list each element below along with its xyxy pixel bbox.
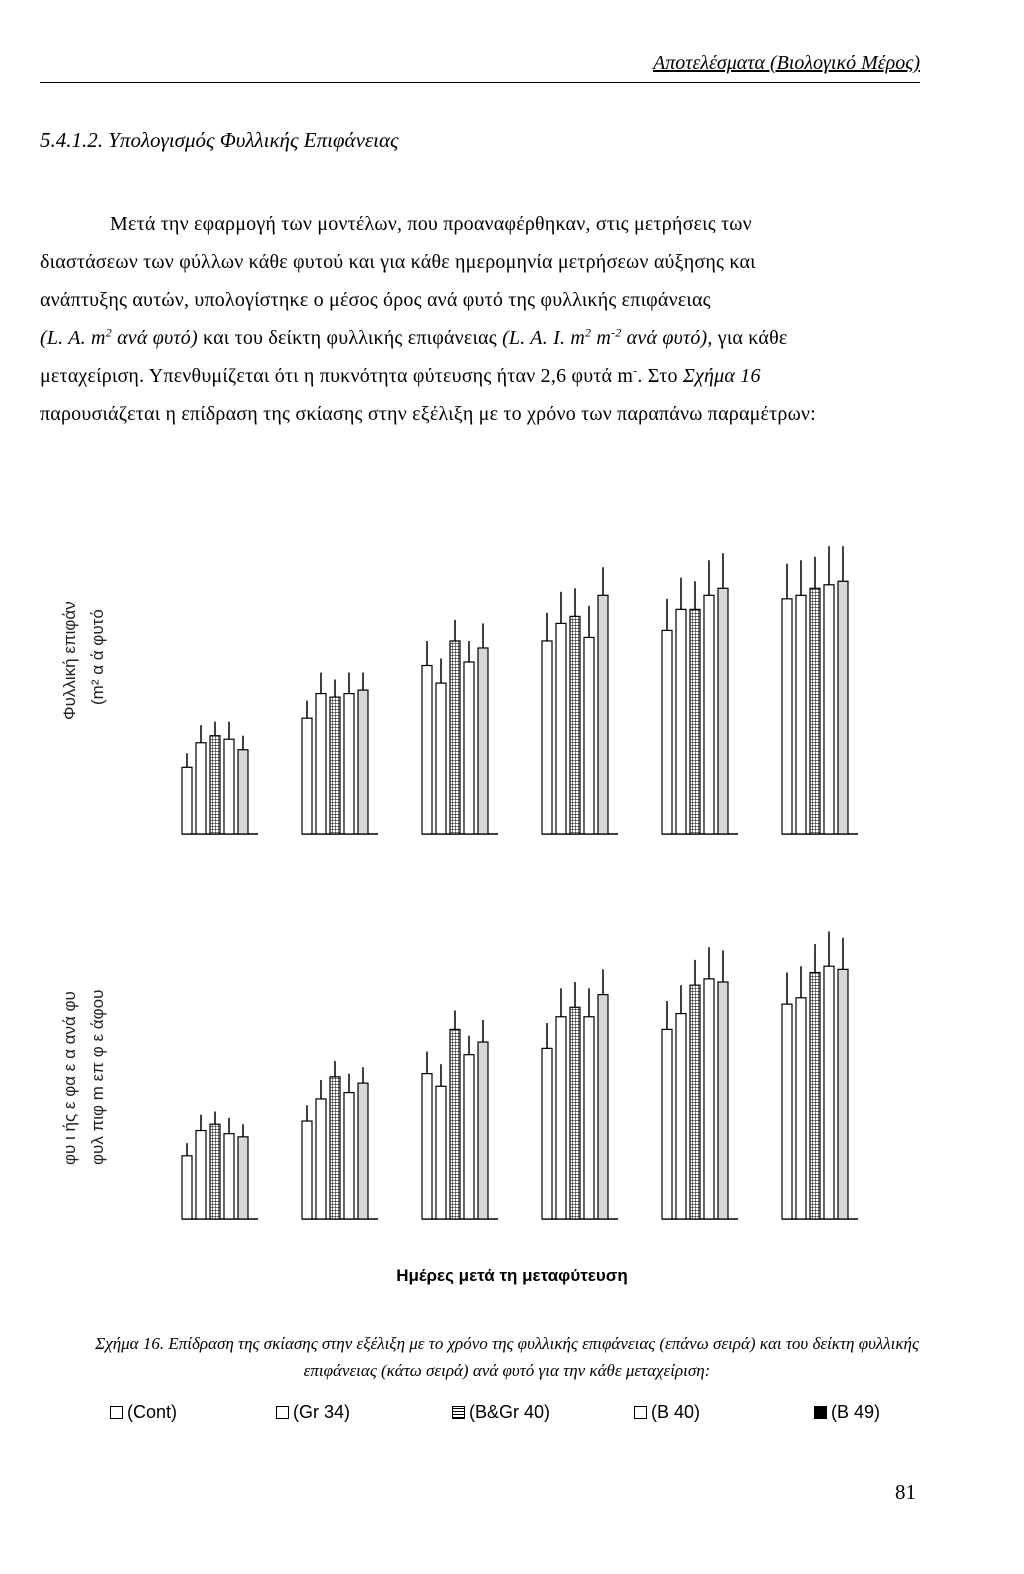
bar — [210, 736, 220, 834]
figure-reference: Σχήμα 16 — [682, 365, 761, 387]
bar — [662, 630, 672, 834]
bar — [542, 641, 552, 834]
legend-swatch-icon — [634, 1406, 647, 1419]
legend-item-bgr40: (B&Gr 40) — [452, 1402, 550, 1423]
unit-lai: (L. A. I. $m^2$ $m^{-2}$ ανά φυτό) — [502, 325, 708, 349]
page-number: 81 — [895, 1480, 916, 1504]
running-title: Αποτελέσματα (Βιολογικό Μέρος) — [653, 52, 920, 74]
bar — [542, 1048, 552, 1219]
bar — [238, 750, 248, 834]
bar — [358, 1083, 368, 1219]
bar — [704, 979, 714, 1219]
bar — [796, 998, 806, 1219]
caption-text: Επίδραση της σκίασης στην εξέλιξη με το χρόνο της φυλλικής επιφάνειας (επάνω σειρά) και του δείκτη φυλλικής επιφάνειας (κάτω σειρά) ανά φυτό για την κάθε μεταχείριση: — [164, 1334, 919, 1380]
body-line: μεταχείριση. Υπενθυμίζεται ότι η πυκνότητα φύτευσης ήταν 2,6 φυτά m-. Στο Σχήμα 16 — [40, 363, 761, 387]
bottom-chart-ylabel-1: φυ ι ής ε φα ε α ανά φυ — [60, 991, 79, 1165]
bar — [478, 648, 488, 834]
lai-chart — [170, 895, 890, 1225]
legend-item-gr34: (Gr 34) — [276, 1402, 350, 1423]
legend-item-cont: (Cont) — [110, 1402, 177, 1423]
bar — [358, 690, 368, 834]
caption-label: Σχήμα 16. — [95, 1334, 165, 1353]
body-line: ανάπτυξης αυτών, υπολογίστηκε ο μέσος όρος ανά φυτό της φυλλικής επιφάνειας — [40, 289, 711, 311]
bar — [422, 666, 432, 834]
bar — [584, 1017, 594, 1219]
bar — [718, 588, 728, 834]
bar — [662, 1029, 672, 1219]
bar — [196, 1131, 206, 1219]
section-title: 5.4.1.2. Υπολογισμός Φυλλικής Επιφάνειας — [40, 128, 399, 152]
bar — [238, 1137, 248, 1219]
legend-swatch-icon — [452, 1406, 465, 1419]
bar — [344, 694, 354, 834]
legend-item-b49: (B 49) — [814, 1402, 880, 1423]
bar — [316, 1099, 326, 1219]
bar — [450, 1029, 460, 1219]
bar — [704, 595, 714, 834]
bar — [464, 1055, 474, 1219]
bar — [782, 1004, 792, 1219]
bar — [330, 697, 340, 834]
bar — [690, 985, 700, 1219]
bar — [196, 743, 206, 834]
bar — [782, 599, 792, 834]
bar — [570, 1007, 580, 1219]
x-axis-label: Ημέρες μετά τη μεταφύτευση — [396, 1266, 628, 1285]
figure-caption — [92, 1330, 922, 1384]
bar — [316, 694, 326, 834]
bar — [182, 767, 192, 834]
unit-la: (L. A. $m^2$ ανά φυτό) — [40, 325, 198, 349]
top-chart-ylabel-1: Φυλλική επιφάν — [60, 601, 79, 720]
bar — [676, 609, 686, 834]
body-line: παρουσιάζεται η επίδραση της σκίασης στην εξέλιξη με το χρόνο των παραπάνω παραμέτρων: — [40, 403, 816, 425]
bar — [838, 969, 848, 1219]
bar — [556, 623, 566, 834]
bar — [810, 588, 820, 834]
bottom-chart-ylabel-2: φυλ πιφ m επ φ ε άφου — [88, 989, 107, 1165]
bar — [224, 739, 234, 834]
bar — [210, 1124, 220, 1219]
legend-item-b40: (B 40) — [634, 1402, 700, 1423]
bar — [478, 1042, 488, 1219]
body-line: Μετά την εφαρμογή των μοντέλων, που προαναφέρθηκαν, στις μετρήσεις των — [110, 213, 752, 235]
top-chart-ylabel-2: (m² α ά φυτό — [88, 609, 107, 705]
bar — [824, 585, 834, 834]
leaf-area-chart — [170, 475, 890, 840]
bar — [330, 1077, 340, 1219]
bar — [302, 1121, 312, 1219]
bar — [676, 1014, 686, 1219]
bar — [436, 683, 446, 834]
body-paragraph — [40, 205, 902, 433]
bar — [838, 581, 848, 834]
legend-swatch-icon — [814, 1406, 827, 1419]
bar — [182, 1156, 192, 1219]
body-line: διαστάσεων των φύλλων κάθε φυτού και για κάθε ημερομηνία μετρήσεων αύξησης και — [40, 251, 756, 273]
legend-swatch-icon — [110, 1406, 123, 1419]
bar — [556, 1017, 566, 1219]
bar — [224, 1134, 234, 1219]
bar — [796, 595, 806, 834]
bar — [718, 982, 728, 1219]
bar — [302, 718, 312, 834]
bar — [598, 595, 608, 834]
bar — [584, 637, 594, 834]
bar — [810, 973, 820, 1219]
bar — [464, 662, 474, 834]
running-header — [40, 52, 920, 83]
bar — [450, 641, 460, 834]
bar — [422, 1074, 432, 1219]
bar — [436, 1086, 446, 1219]
bar — [824, 966, 834, 1219]
bar — [598, 995, 608, 1219]
legend-swatch-icon — [276, 1406, 289, 1419]
body-line: (L. A. $m^2$ ανά φυτό) και του δείκτη φυλλικής επιφάνειας (L. A. I. $m^2$ $m^{-2}$ ανά φυτό), για κάθε — [40, 325, 788, 349]
bar — [570, 616, 580, 834]
bar — [690, 609, 700, 834]
bar — [344, 1093, 354, 1219]
